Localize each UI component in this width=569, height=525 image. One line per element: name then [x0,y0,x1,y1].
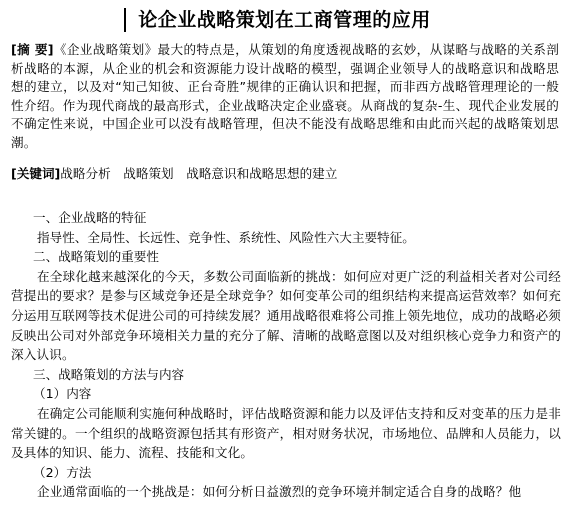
abstract-paragraph [11,41,559,152]
subsection-text-method: 企业通常面临的一个挑战是：如何分析日益激烈的竞争环境并制定适合自身的战略？他 [37,484,522,500]
text-cursor [124,8,126,32]
keywords-text: 战略分析 战略策划 战略意识和战略思想的建立 [60,166,338,181]
subsection-heading-method: （2）方法 [33,464,92,480]
section-text-1: 指导性、全局性、长远性、竞争性、系统性、风险性六大主要特征。 [37,229,415,245]
subsection-text-content: 在确定公司能顺利实施何种战略时，评估战略资源和能力以及评估支持和反对变革的压力是非常关键的。一个组织的战略资源包括其有形资产，相对财务状况，市场地位、品牌和人员能力，以及具体的知识、能力、流程、技能和文化。 [11,405,561,461]
document-body [11,208,561,502]
abstract-text: 《企业战略策划》最大的特点是，从策划的角度透视战略的玄妙，从谋略与战略的关系剖析战略的本源，从企业的机会和资源能力设计战略的模型，强调企业领导人的战略意识和战略思想的建立，以及对“知己知彼、正台奇胜”规律的正确认识和把握，而非西方战略管理理论的一般性介绍。作为现代商战的最高形式，企业战略决定企业盛衰。从商战的复杂-生、现代企业发展的不确定性来说，中国企业可以没有战略管理，但决不能没有战略思维和由此而兴起的战略策划思潮。 [11,42,559,150]
abstract-label: [摘 要] [11,42,54,57]
section-heading-3: 三、战略策划的方法与内容 [33,366,185,382]
section-heading-2: 二、战略策划的重要性 [33,249,159,265]
keywords-line [11,165,559,183]
subsection-heading-content: （1）内容 [33,386,92,402]
section-heading-1: 一、企业战略的特征 [33,210,147,225]
section-text-2: 在全球化越来越深化的今天，多数公司面临新的挑战：如何应对更广泛的利益相关者对公司经营提出的要求？是参与区域竞争还是全球竞争？如何变革公司的组织结构来提高运营效率？如何充分运用互联网等技术促进公司的可持续发展？通用战略很难将公司推上领先地位，成功的战略必须反映出公司对外部竞争环境相关力量的充分了解、清晰的战略意图以及对组织核心竞争力和资产的深入认识。 [11,268,561,363]
document-title: 论企业战略策划在工商管理的应用 [138,9,431,31]
keywords-label: [关键词] [11,166,61,181]
